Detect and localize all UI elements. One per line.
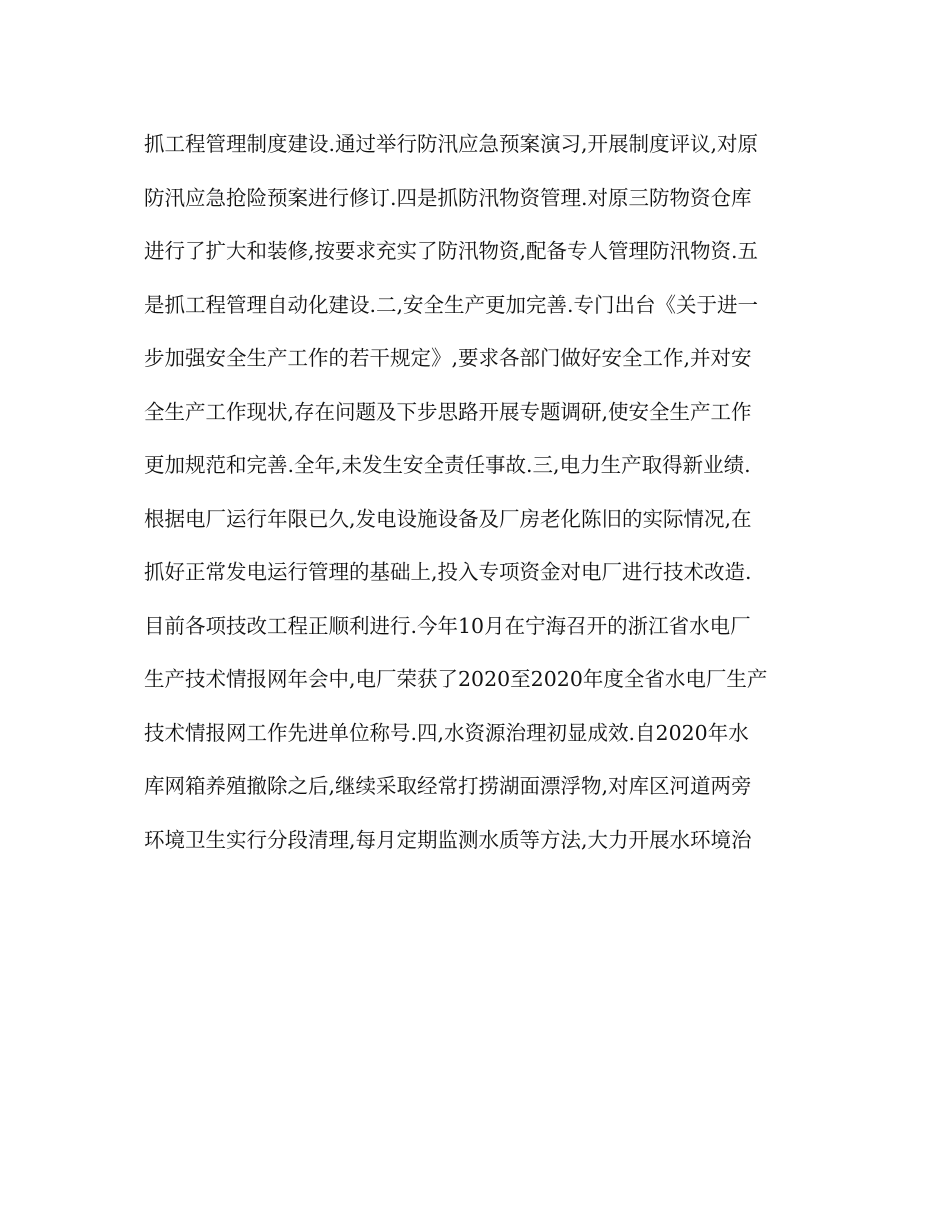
text-line: 更加规范和完善.全年,未发生安全责任事故.三,电力生产取得新业绩. — [144, 453, 751, 477]
text-line: 技术情报网工作先进单位称号.四,水资源治理初显成效.自2020年水 — [144, 720, 749, 745]
text-line: 生产技术情报网年会中,电厂荣获了2020至2020年度全省水电厂生产 — [144, 667, 768, 691]
text-line: 全生产工作现状,存在问题及下步思路开展专题调研,使安全生产工作 — [144, 399, 752, 424]
text-line: 根据电厂运行年限已久,发电设施设备及厂房老化陈旧的实际情况,在 — [144, 506, 752, 531]
text-line: 防汛应急抢险预案进行修订.四是抓防汛物资管理.对原三防物资仓库 — [144, 185, 752, 210]
text-line: 是抓工程管理自动化建设.二,安全生产更加完善.专门出台《关于进一 — [144, 292, 759, 317]
text-line: 环境卫生实行分段清理,每月定期监测水质等方法,大力开展水环境治 — [144, 827, 752, 852]
text-line: 进行了扩大和装修,按要求充实了防汛物资,配备专人管理防汛物资.五 — [144, 239, 759, 263]
text-line: 抓工程管理制度建设.通过举行防汛应急预案演习,开展制度评议,对原 — [144, 132, 759, 156]
body-text — [144, 118, 824, 867]
text-line: 目前各项技改工程正顺利进行.今年10月在宁海召开的浙江省水电厂 — [144, 613, 751, 638]
text-line: 库网箱养殖撤除之后,继续采取经常打捞湖面漂浮物,对库区河道两旁 — [144, 774, 752, 798]
text-line: 抓好正常发电运行管理的基础上,投入专项资金对电厂进行技术改造. — [144, 560, 752, 584]
text-line: 步加强安全生产工作的若干规定》,要求各部门做好安全工作,并对安 — [144, 346, 752, 370]
